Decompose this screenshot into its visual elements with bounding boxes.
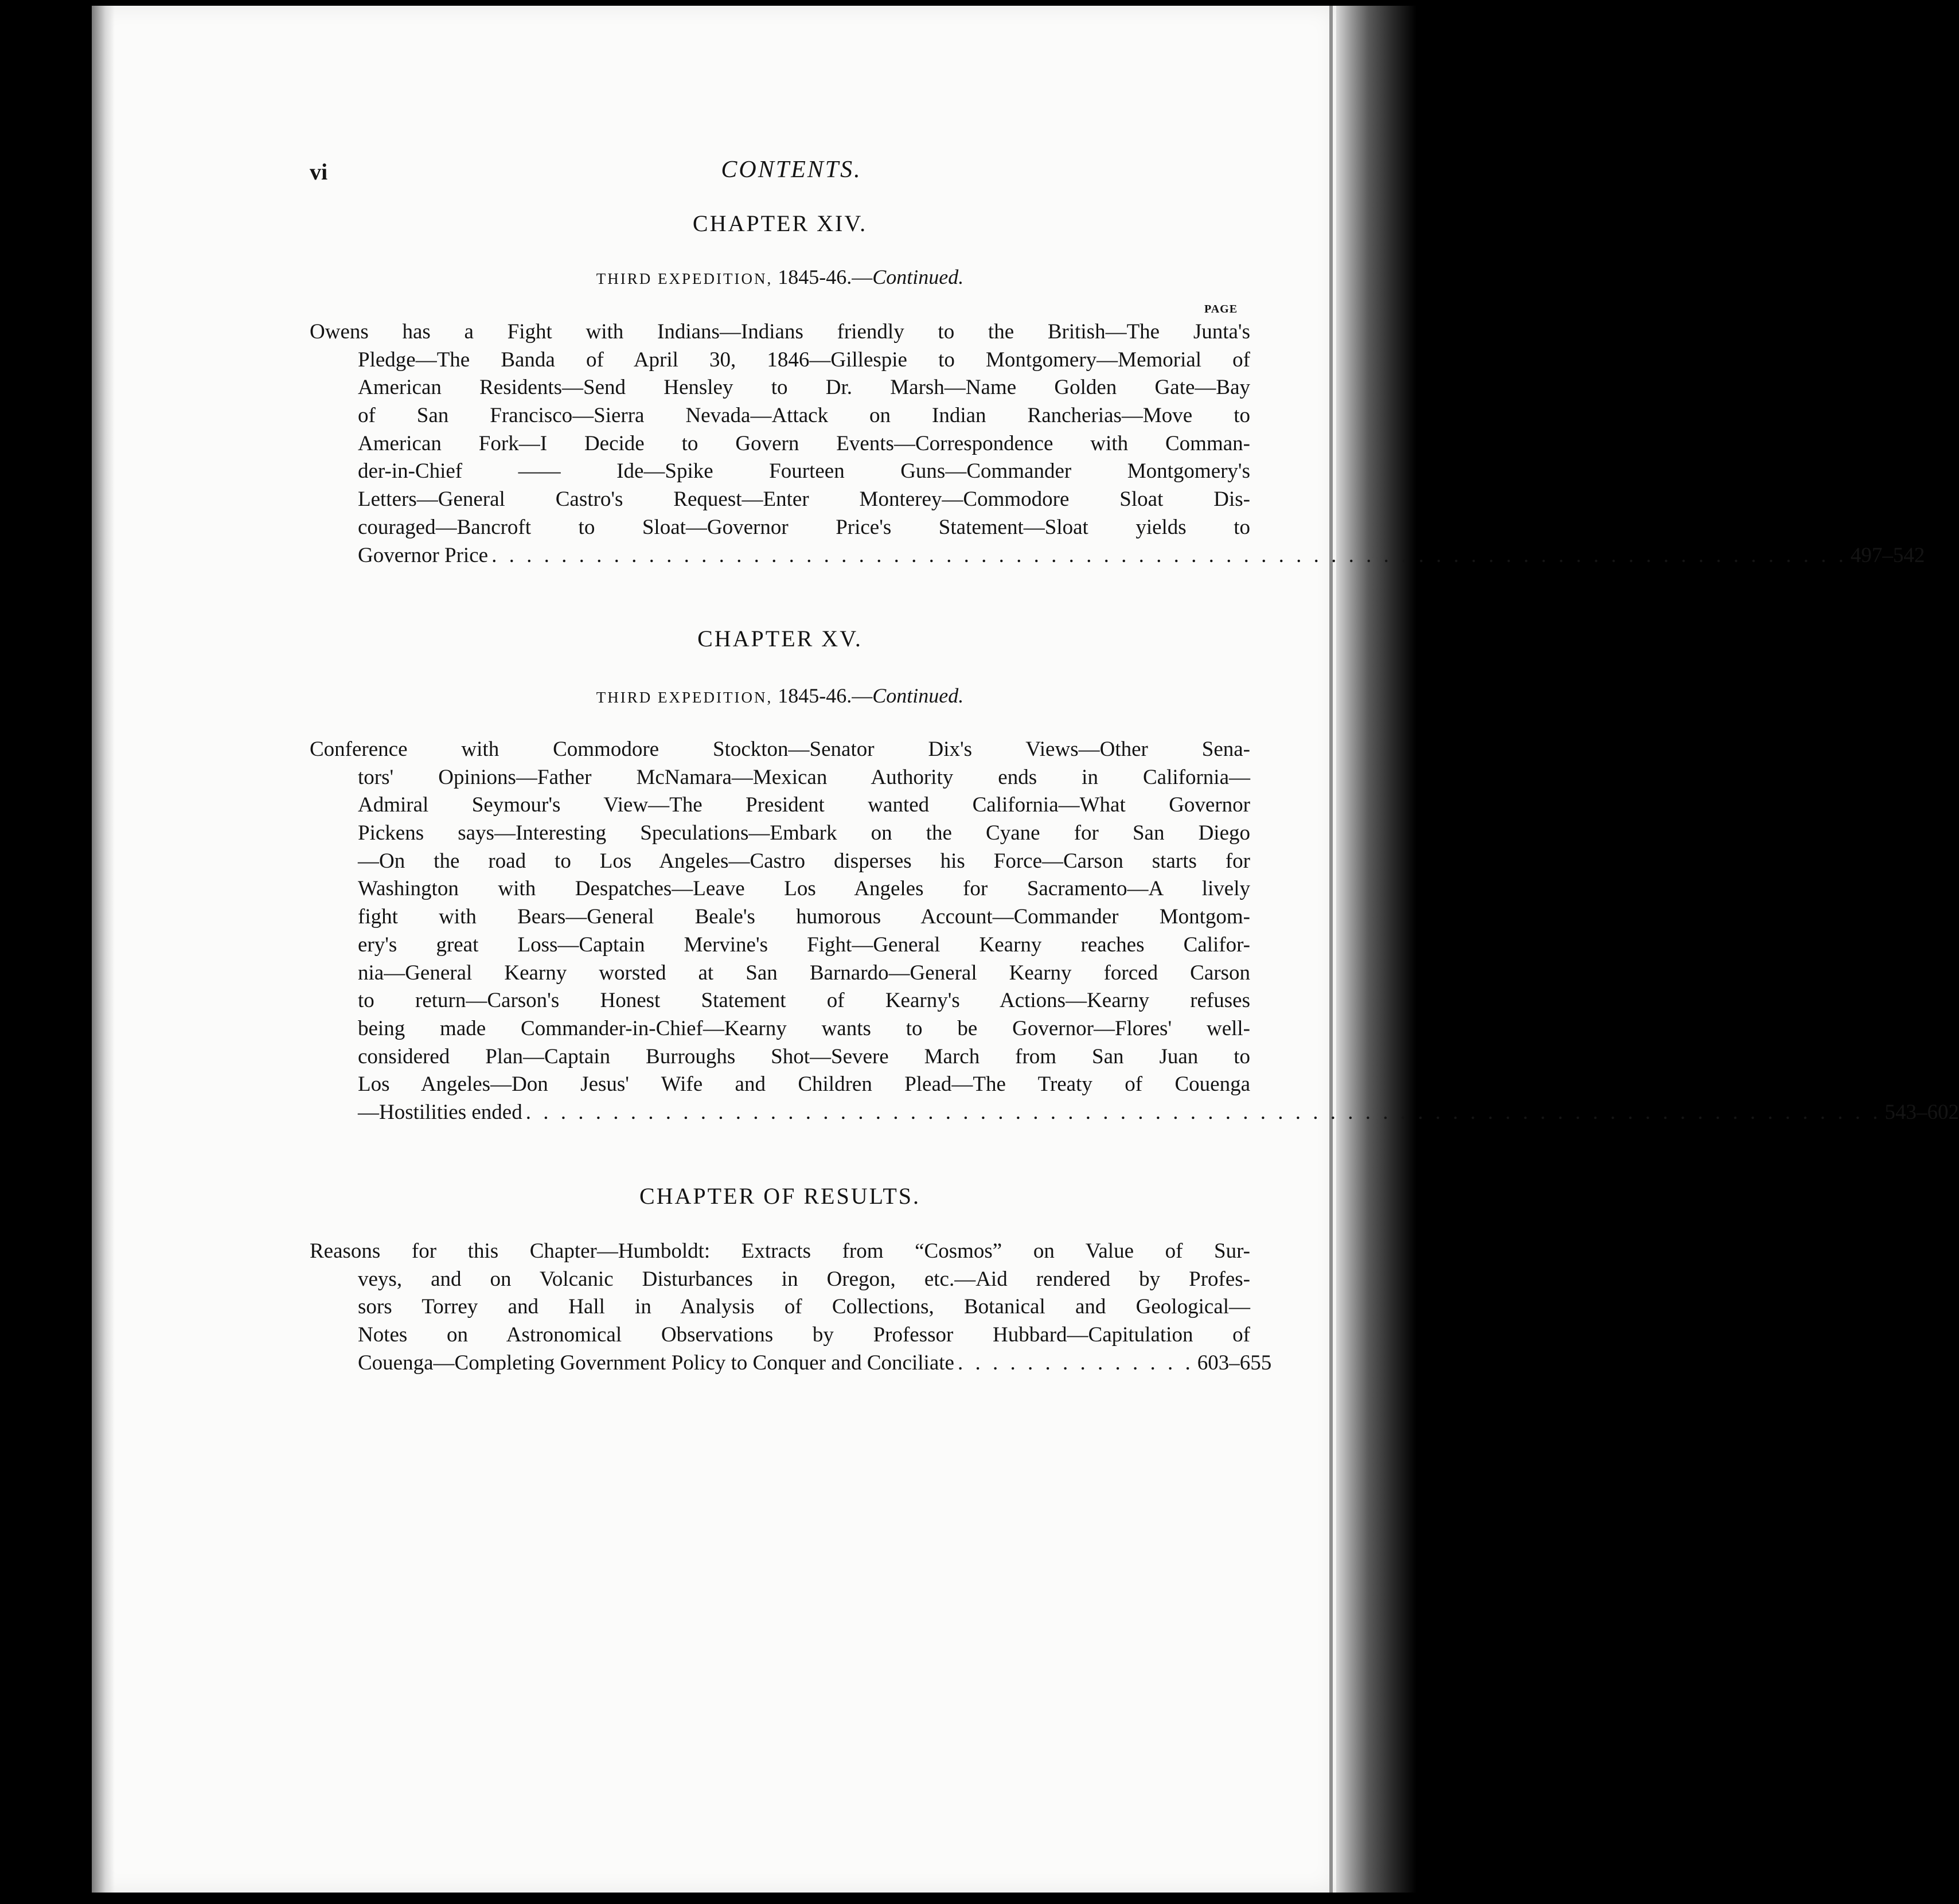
page-range: 543–602 (1884, 1100, 1959, 1124)
chapter-15-expedition (310, 684, 1250, 708)
summary-line: of San Francisco—Sierra Nevada—Attack on Indian Rancherias—Move to (358, 404, 1250, 428)
page-edge-line (1329, 6, 1333, 1893)
chapter-14-expedition (310, 265, 1250, 289)
summary-line: Pickens says—Interesting Speculations—Embark on the Cyane for San Diego (358, 821, 1250, 845)
folio-number: vi (310, 159, 328, 185)
chapter-14-title: CHAPTER XIV. (692, 210, 868, 236)
chapter-14-summary (310, 318, 1925, 569)
final-line-text: Couenga—Completing Government Policy to Conquer and Conciliate (358, 1351, 954, 1375)
expedition-note: Continued. (872, 684, 964, 707)
binding-shadow (92, 6, 115, 1893)
summary-line: couraged—Bancroft to Sloat—Governor Price's Statement—Sloat yields to (358, 515, 1250, 539)
summary-final-line (310, 542, 1925, 570)
summary-line: American Residents—Send Hensley to Dr. Marsh—Name Golden Gate—Bay (358, 376, 1250, 400)
summary-line: considered Plan—Captain Burroughs Shot—Severe March from San Juan to (358, 1044, 1250, 1068)
expedition-label: THIRD EXPEDITION, (596, 689, 773, 706)
expedition-note: Continued. (872, 266, 964, 288)
chapter-15-title: CHAPTER XV. (697, 626, 863, 651)
summary-line: Washington with Despatches—Leave Los Angeles for Sacramento—A lively (358, 877, 1250, 901)
summary-line: tors' Opinions—Father McNamara—Mexican Authority ends in California— (358, 765, 1250, 789)
summary-line: being made Commander-in-Chief—Kearny wants to be Governor—Flores' well- (358, 1016, 1250, 1040)
summary-line: Notes on Astronomical Observations by Professor Hubbard—Capitulation of (358, 1323, 1250, 1347)
summary-line: nia—General Kearny worsted at San Barnardo—General Kearny forced Carson (358, 961, 1250, 985)
chapter-results-summary (310, 1238, 1272, 1377)
summary-line: —On the road to Los Angeles—Castro disperses his Force—Carson starts for (358, 849, 1250, 873)
expedition-label: THIRD EXPEDITION, (596, 270, 773, 287)
summary-line: Los Angeles—Don Jesus' Wife and Children Plead—The Treaty of Couenga (358, 1072, 1250, 1097)
summary-line: Conference with Commodore Stockton—Senator Dix's Views—Other Sena- (310, 738, 1250, 761)
summary-line: fight with Bears—General Beale's humorous Account—Commander Montgom- (358, 905, 1250, 929)
summary-line: sors Torrey and Hall in Analysis of Collections, Botanical and Geological— (358, 1295, 1250, 1319)
final-line-text: Governor Price (358, 543, 489, 567)
dot-leader: . . . . . . . . . . . . . . (957, 1351, 1194, 1375)
running-head: CONTENTS. (721, 157, 862, 183)
summary-line: Admiral Seymour's View—The President wanted California—What Governor (358, 793, 1250, 817)
chapter-15-summary (310, 736, 1959, 1127)
summary-line: Owens has a Fight with Indians—Indians friendly to the British—The Junta's (310, 320, 1250, 344)
final-line-text: —Hostilities ended (358, 1100, 522, 1124)
expedition-years: 1845-46.— (778, 684, 873, 707)
summary-final-line (310, 1099, 1959, 1127)
summary-line: Reasons for this Chapter—Humboldt: Extracts from “Cosmos” on Value of Sur- (310, 1239, 1250, 1263)
summary-line: Pledge—The Banda of April 30, 1846—Gillespie to Montgomery—Memorial of (358, 348, 1250, 372)
dot-leader: . . . . . . . . . . . . . . . . . . . . . . . . . . . . . . . . . . . . . . . . . . . . . . . . . . . . . . . . . . . . . . . . . . . . . . . . . . . . . . (491, 543, 1847, 567)
chapter-results-title: CHAPTER OF RESULTS. (639, 1183, 921, 1209)
page-stack-shadow (1336, 6, 1416, 1893)
summary-line: to return—Carson's Honest Statement of Kearny's Actions—Kearny refuses (358, 989, 1250, 1013)
summary-line: Letters—General Castro's Request—Enter Monterey—Commodore Sloat Dis- (358, 487, 1250, 512)
summary-line: veys, and on Volcanic Disturbances in Oregon, etc.—Aid rendered by Profes- (358, 1267, 1250, 1291)
dot-leader: . . . . . . . . . . . . . . . . . . . . . . . . . . . . . . . . . . . . . . . . . . . . . . . . . . . . . . . . . . . . . . . . . . . . . . . . . . . . . . (525, 1100, 1882, 1124)
page-range: 603–655 (1197, 1351, 1272, 1375)
page-column-label: PAGE (1204, 303, 1238, 315)
summary-final-line (310, 1349, 1272, 1378)
summary-line: der-in-Chief —— Ide—Spike Fourteen Guns—Commander Montgomery's (358, 459, 1250, 483)
summary-line: ery's great Loss—Captain Mervine's Fight—General Kearny reaches Califor- (358, 933, 1250, 957)
summary-line: American Fork—I Decide to Govern Events—Correspondence with Comman- (358, 431, 1250, 455)
expedition-years: 1845-46.— (778, 266, 873, 288)
page-range: 497–542 (1850, 543, 1925, 567)
